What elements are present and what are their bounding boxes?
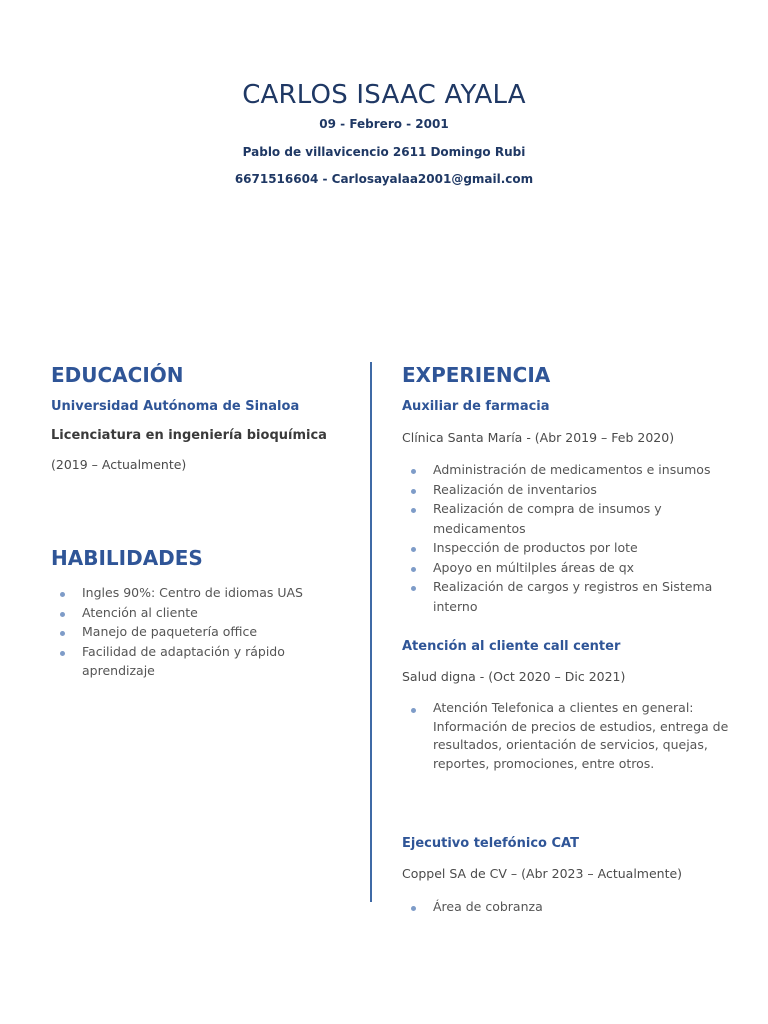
job-role: Atención al cliente call center bbox=[402, 639, 621, 654]
bullet-icon bbox=[60, 631, 65, 636]
list-item: Realización de cargos y registros en Sistema interno bbox=[402, 577, 747, 616]
bullet-icon bbox=[411, 508, 416, 513]
list-item: Facilidad de adaptación y rápido aprendizaje bbox=[51, 642, 361, 681]
list-item: Atención Telefonica a clientes en general: Información de precios de estudios, entrega de resultados, orientación de servicios, quejas, reportes, promociones, entre otros. bbox=[402, 699, 747, 773]
bullet-icon bbox=[411, 708, 416, 713]
job-company: Salud digna - (Oct 2020 – Dic 2021) bbox=[402, 669, 626, 684]
education-period: (2019 – Actualmente) bbox=[51, 457, 187, 472]
bullet-icon bbox=[411, 586, 416, 591]
list-item: Atención al cliente bbox=[51, 603, 361, 623]
list-item: Administración de medicamentos e insumos bbox=[402, 460, 747, 480]
list-item: Apoyo en múltilples áreas de qx bbox=[402, 558, 747, 578]
candidate-name: CARLOS ISAAC AYALA bbox=[242, 80, 526, 110]
experience-title: EXPERIENCIA bbox=[402, 363, 551, 387]
job-company: Coppel SA de CV – (Abr 2023 – Actualmente) bbox=[402, 866, 683, 881]
bullet-icon bbox=[60, 592, 65, 597]
job-task-list bbox=[402, 897, 747, 917]
list-item: Ingles 90%: Centro de idiomas UAS bbox=[51, 583, 361, 603]
list-item: Realización de compra de insumos y medicamentos bbox=[402, 499, 747, 538]
bullet-icon bbox=[60, 651, 65, 656]
job-company: Clínica Santa María - (Abr 2019 – Feb 2020) bbox=[402, 430, 675, 445]
bullet-icon bbox=[411, 469, 416, 474]
education-degree: Licenciatura en ingeniería bioquímica bbox=[51, 428, 327, 443]
job-role: Auxiliar de farmacia bbox=[402, 399, 550, 414]
skills-title: HABILIDADES bbox=[51, 546, 203, 570]
education-title: EDUCACIÓN bbox=[51, 363, 184, 387]
list-item: Realización de inventarios bbox=[402, 480, 747, 500]
bullet-icon bbox=[411, 489, 416, 494]
bullet-icon bbox=[411, 906, 416, 911]
list-item: Área de cobranza bbox=[402, 897, 747, 917]
job-task-list bbox=[402, 460, 747, 616]
bullet-icon bbox=[411, 547, 416, 552]
education-school: Universidad Autónoma de Sinaloa bbox=[51, 399, 300, 414]
contact-info: 6671516604 - Carlosayalaa2001@gmail.com bbox=[234, 172, 534, 186]
job-role: Ejecutivo telefónico CAT bbox=[402, 836, 579, 851]
bullet-icon bbox=[60, 612, 65, 617]
job-task-list bbox=[402, 699, 747, 773]
list-item: Inspección de productos por lote bbox=[402, 538, 747, 558]
address: Pablo de villavicencio 2611 Domingo Rubi bbox=[242, 145, 526, 159]
list-item: Manejo de paquetería office bbox=[51, 622, 361, 642]
column-divider bbox=[370, 362, 372, 902]
birthdate: 09 - Febrero - 2001 bbox=[319, 117, 449, 131]
skills-list bbox=[51, 583, 361, 681]
bullet-icon bbox=[411, 567, 416, 572]
